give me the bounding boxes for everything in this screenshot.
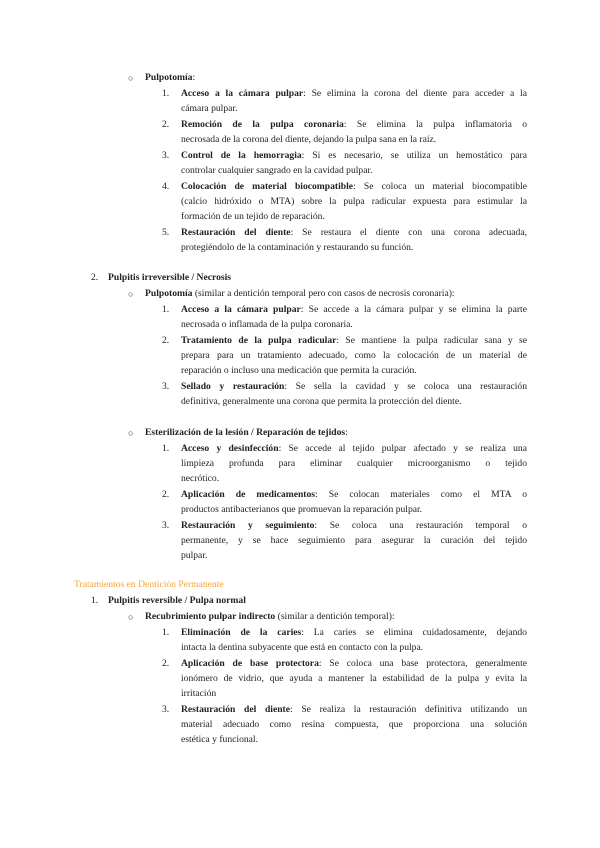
section-heading-permanent: Tratamientos en Dentición Permanente: [74, 579, 224, 590]
step-number: 1.: [162, 88, 170, 99]
step-number: 5.: [162, 227, 170, 238]
step-number: 3.: [162, 150, 170, 161]
step-line: cámara pulpar.: [181, 103, 238, 114]
step-line: reparación o incluso una medicación que permita la curación.: [181, 365, 417, 376]
step-line: Aplicación de base protectora: Se coloca una base protectora, generalmente: [181, 658, 527, 669]
bullet-marker: ○: [128, 289, 134, 299]
step-line: necrótico.: [181, 473, 220, 484]
step-line: (calcio hidróxido o MTA) sobre la pulpa radicular expuesta para estimular la: [181, 196, 527, 207]
step-line: protegiéndolo de la contaminación y restaurando su función.: [181, 242, 414, 253]
step-line: irritación: [181, 688, 217, 699]
step-line: limpieza profunda para eliminar cualquier microorganismo o tejido: [181, 458, 527, 469]
bullet-marker: ○: [128, 73, 134, 83]
esterilizacion-subheading: Esterilización de la lesión / Reparación de tejidos:: [145, 427, 348, 438]
section-title: Pulpitis irreversible / Necrosis: [108, 272, 232, 283]
step-line: Colocación de material biocompatible: Se coloca un material biocompatible: [181, 181, 527, 192]
step-number: 1.: [162, 627, 170, 638]
bullet-marker: ○: [128, 428, 134, 438]
step-number: 4.: [162, 181, 170, 192]
step-line: Acceso a la cámara pulpar: Se elimina la corona del diente para acceder a la: [181, 88, 527, 99]
step-line: necrosada de la corona del diente, dejando la pulpa sana en la raíz.: [181, 134, 437, 145]
step-number: 3.: [162, 704, 170, 715]
step-line: Sellado y restauración: Se sella la cavidad y se coloca una restauración: [181, 381, 528, 392]
step-line: Remoción de la pulpa coronaria: Se elimina la pulpa inflamatoria o: [181, 119, 527, 130]
step-line: Acceso a la cámara pulpar: Se accede a la cámara pulpar y se elimina la parte: [181, 304, 527, 315]
list-number: 1.: [91, 595, 99, 606]
step-number: 2.: [162, 658, 170, 669]
step-number: 2.: [162, 119, 170, 130]
step-line: estética y funcional.: [181, 734, 258, 745]
list-number: 2.: [91, 272, 99, 283]
step-number: 1.: [162, 304, 170, 315]
step-line: necrosada o inflamada de la pulpa coronaria.: [181, 319, 353, 330]
pulpotomia-subheading: Pulpotomía (similar a dentición temporal pero con casos de necrosis coronaria):: [145, 288, 455, 299]
step-line: Control de la hemorragia: Si es necesario, se utiliza un hemostático para: [181, 150, 527, 161]
step-line: productos antibacterianos que promuevan la reparación pulpar.: [181, 504, 423, 515]
step-line: Restauración y seguimiento: Se coloca una restauración temporal o: [181, 520, 528, 531]
step-line: controlar cualquier sangrado en la cavidad pulpar.: [181, 165, 373, 176]
step-line: prepara para un tratamiento adecuado, como la colocación de un material de: [181, 350, 527, 361]
step-line: ionómero de vidrio, que ayuda a mantener la estabilidad de la pulpa y evita la: [181, 673, 527, 684]
pulpotomia-heading: Pulpotomía:: [145, 72, 196, 83]
step-line: intacta la dentina subyacente que está en contacto con la pulpa.: [181, 642, 424, 653]
step-line: pulpar.: [181, 550, 208, 561]
step-line: Acceso y desinfección: Se accede al tejido pulpar afectado y se realiza una: [181, 443, 527, 454]
step-line: Aplicación de medicamentos: Se colocan materiales como el MTA o: [181, 489, 527, 500]
recubrimiento-subheading: Recubrimiento pulpar indirecto (similar a dentición temporal):: [145, 611, 395, 622]
section-title: Pulpitis reversible / Pulpa normal: [108, 595, 246, 606]
bullet-marker: ○: [128, 612, 134, 622]
step-line: Restauración del diente: Se restaura el diente con una corona adecuada,: [181, 227, 527, 238]
step-line: Eliminación de la caries: La caries se elimina cuidadosamente, dejando: [181, 627, 527, 638]
step-number: 2.: [162, 489, 170, 500]
step-line: Restauración del diente: Se realiza la restauración definitiva utilizando un: [181, 704, 527, 715]
step-number: 1.: [162, 443, 170, 454]
step-line: material adecuado como resina compuesta, que proporciona una solución: [181, 719, 527, 730]
step-number: 2.: [162, 335, 170, 346]
step-line: Tratamiento de la pulpa radicular: Se mantiene la pulpa radicular sana y se: [181, 335, 527, 346]
step-line: permanente, y se hace seguimiento para asegurar la curación del tejido: [181, 535, 527, 546]
step-line: definitiva, generalmente una corona que permita la protección del diente.: [181, 396, 462, 407]
step-line: formación de un tejido de reparación.: [181, 211, 325, 222]
step-number: 3.: [162, 520, 170, 531]
step-number: 3.: [162, 381, 170, 392]
